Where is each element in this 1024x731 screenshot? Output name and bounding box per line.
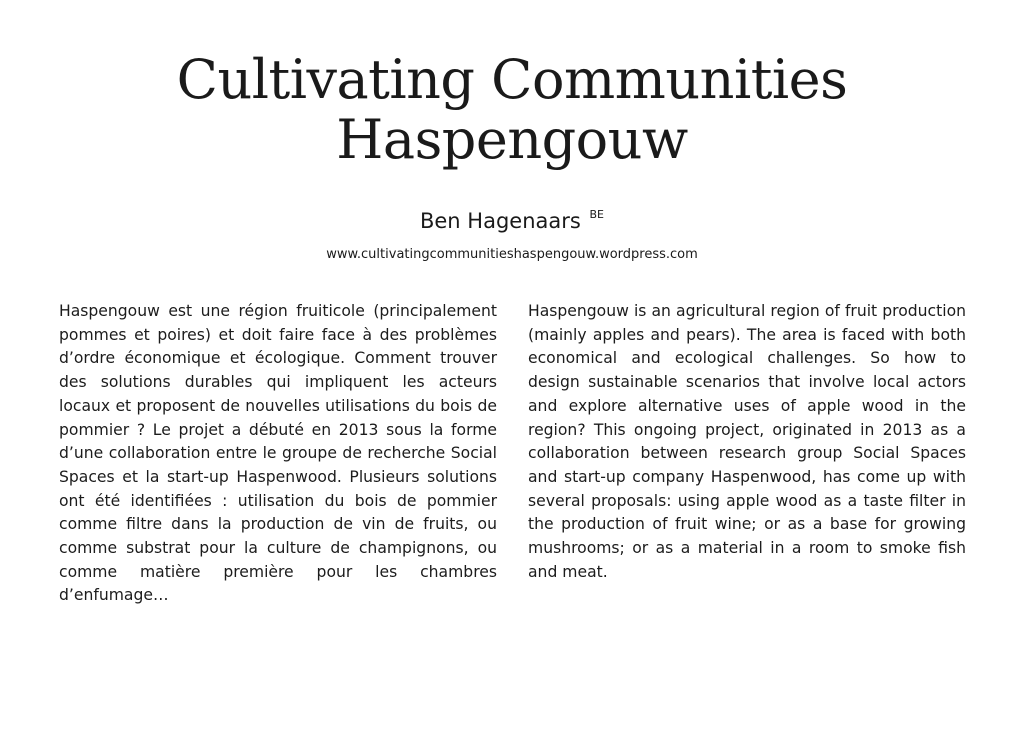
project-website: www.cultivatingcommunitieshaspengouw.wordpress.com (326, 247, 698, 262)
author-name: Ben Hagenaars (419, 209, 581, 233)
body-text-english: Haspengouw is an agricultural region of fruit production (mainly apples and pears). The area is faced with both economical and ecological challenges. So how to design sustainable scenarios that involve local actors and explore alternative uses of apple wood in the region? This ongoing project, originated in 2013 as a collaboration between research group Social Spaces and start-up company Haspenwood, has come up with several proposals: using apple wood as a taste filter in the production of fruit wine; or as a base for growing mushrooms; or as a material in a room to smoke fish and meat. (528, 302, 966, 581)
author-country: BE (589, 208, 605, 221)
body-text-french: Haspengouw est une région fruiticole (principalement pommes et poires) et doit faire face à des problèmes d’ordre économique et écologique. Comment trouver des solutions durables qui impliquent les acteurs locaux et proposent de nouvelles utilisations du bois de pommier ? Le projet a débuté en 2013 sous la forme d’une collaboration entre le groupe de recherche Social Spaces et la start-up Haspenwood. Plusieurs solutions ont été identifiées : utilisation du bois de pommier comme filtre dans la production de vin de fruits, ou comme substrat pour la culture de champignons, ou comme matière première pour les chambres d’enfumage… (59, 302, 497, 605)
title-line-2: Haspengouw (336, 108, 688, 171)
title-line-1: Cultivating Communities (176, 48, 848, 111)
author-line (0, 201, 1024, 235)
page-title (0, 50, 1024, 170)
